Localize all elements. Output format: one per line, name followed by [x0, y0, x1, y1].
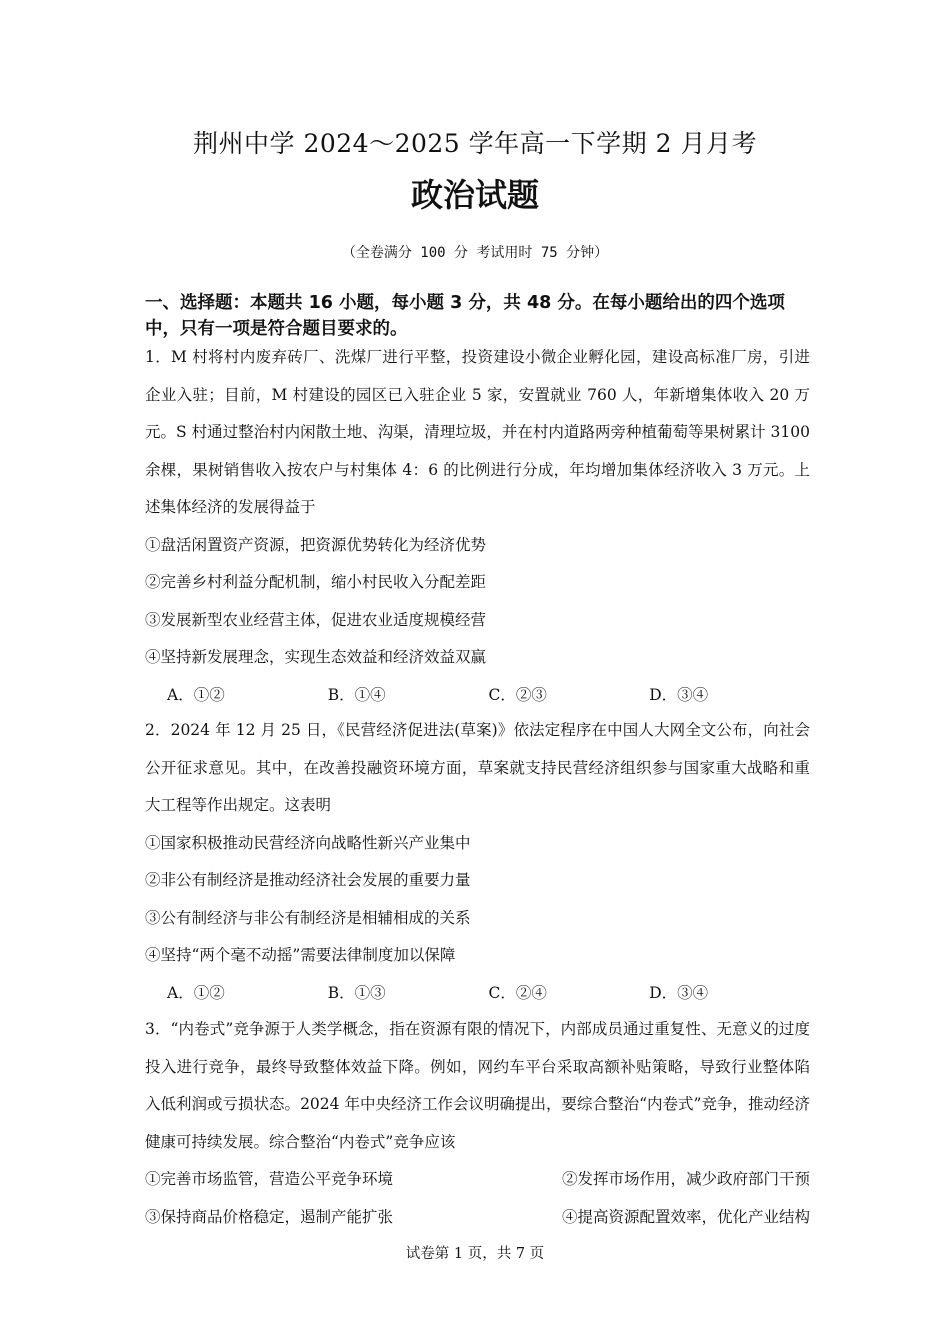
statement: ①盘活闲置资产资源，把资源优势转化为经济优势 — [145, 535, 487, 554]
choice-b[interactable]: B．①③ — [327, 983, 386, 1002]
choice-d[interactable]: D．③④ — [649, 685, 709, 704]
choice-d[interactable]: D．③④ — [649, 983, 709, 1002]
statement: ①完善市场监管，营造公平竞争环境 — [145, 1170, 394, 1188]
choice-a[interactable]: A．①② — [167, 983, 225, 1002]
statement: ③保持商品价格稳定，遏制产能扩张 — [145, 1207, 394, 1226]
question-2 — [145, 712, 810, 1012]
statement: ④坚持“两个毫不动摇”需要法律制度加以保障 — [145, 946, 456, 964]
question-3 — [145, 1011, 810, 1236]
statement: ②非公有制经济是推动经济社会发展的重要力量 — [145, 871, 471, 889]
statement-row — [145, 1199, 810, 1237]
subject-title: 政治试题 — [410, 176, 539, 214]
answer-choices — [145, 677, 810, 715]
statement-row — [145, 1161, 810, 1199]
answer-choices — [145, 975, 810, 1013]
section-heading: 一、选择题：本题共 16 小题，每小题 3 分，共 48 分。在每小题给出的四个选项中，只有一项是符合题目要求的。 — [145, 293, 785, 339]
choice-a[interactable]: A．①② — [167, 685, 225, 704]
statement: ④坚持新发展理念，实现生态效益和经济效益双赢 — [145, 648, 487, 666]
question-stem: 2．2024 年 12 月 25 日，《民营经济促进法(草案)》依法定程序在中国人大网全文公布，向社会公开征求意见。其中，在改善投融资环境方面，草案就支持民营经济组织参与国家重大战略和重大工程等作出规定。这表明 — [145, 721, 810, 814]
statement: ④提高资源配置效率，优化产业结构 — [561, 1207, 810, 1226]
choice-c[interactable]: C．②③ — [488, 685, 547, 704]
statement: ③公有制经济与非公有制经济是相辅相成的关系 — [145, 908, 471, 927]
statement: ②发挥市场作用，减少政府部门干预 — [561, 1170, 810, 1188]
exam-note: （全卷满分 100 分 考试用时 75 分钟） — [341, 245, 609, 261]
page-footer: 试卷第 1 页，共 7 页 — [405, 1246, 545, 1262]
choice-b[interactable]: B．①④ — [327, 685, 386, 704]
question-stem: 1．M 村将村内废弃砖厂、洗煤厂进行平整，投资建设小微企业孵化园，建设高标准厂房，引进企业入驻；目前，M 村建设的园区已入驻企业 5 家，安置就业 760 人，年新增集体收入 20 万元。S 村通过整治村内闲散土地、沟渠，清理垃圾，并在村内道路两旁种植葡萄等果树累计 3100 余棵，果树销售收入按农户与村集体 4：6 的比例进行分成，年均增加集体经济收入 3 万元。上述集体经济的发展得益于 — [145, 348, 810, 516]
statement: ③发展新型农业经营主体，促进农业适度规模经营 — [145, 610, 487, 629]
question-1 — [145, 339, 810, 714]
question-stem: 3．“内卷式”竞争源于人类学概念，指在资源有限的情况下，内部成员通过重复性、无意义的过度投入进行竞争，最终导致整体效益下降。例如，网约车平台采取高额补贴策略，导致行业整体陷入低利润或亏损状态。2024 年中央经济工作会议明确提出，要综合整治“内卷式”竞争，推动经济健康可持续发展。综合整治“内卷式”竞争应该 — [145, 1020, 810, 1151]
choice-c[interactable]: C．②④ — [488, 983, 547, 1002]
exam-title: 荆州中学 2024～2025 学年高一下学期 2 月月考 — [193, 129, 757, 158]
statement: ①国家积极推动民营经济向战略性新兴产业集中 — [145, 833, 471, 852]
statement: ②完善乡村利益分配机制，缩小村民收入分配差距 — [145, 573, 487, 591]
